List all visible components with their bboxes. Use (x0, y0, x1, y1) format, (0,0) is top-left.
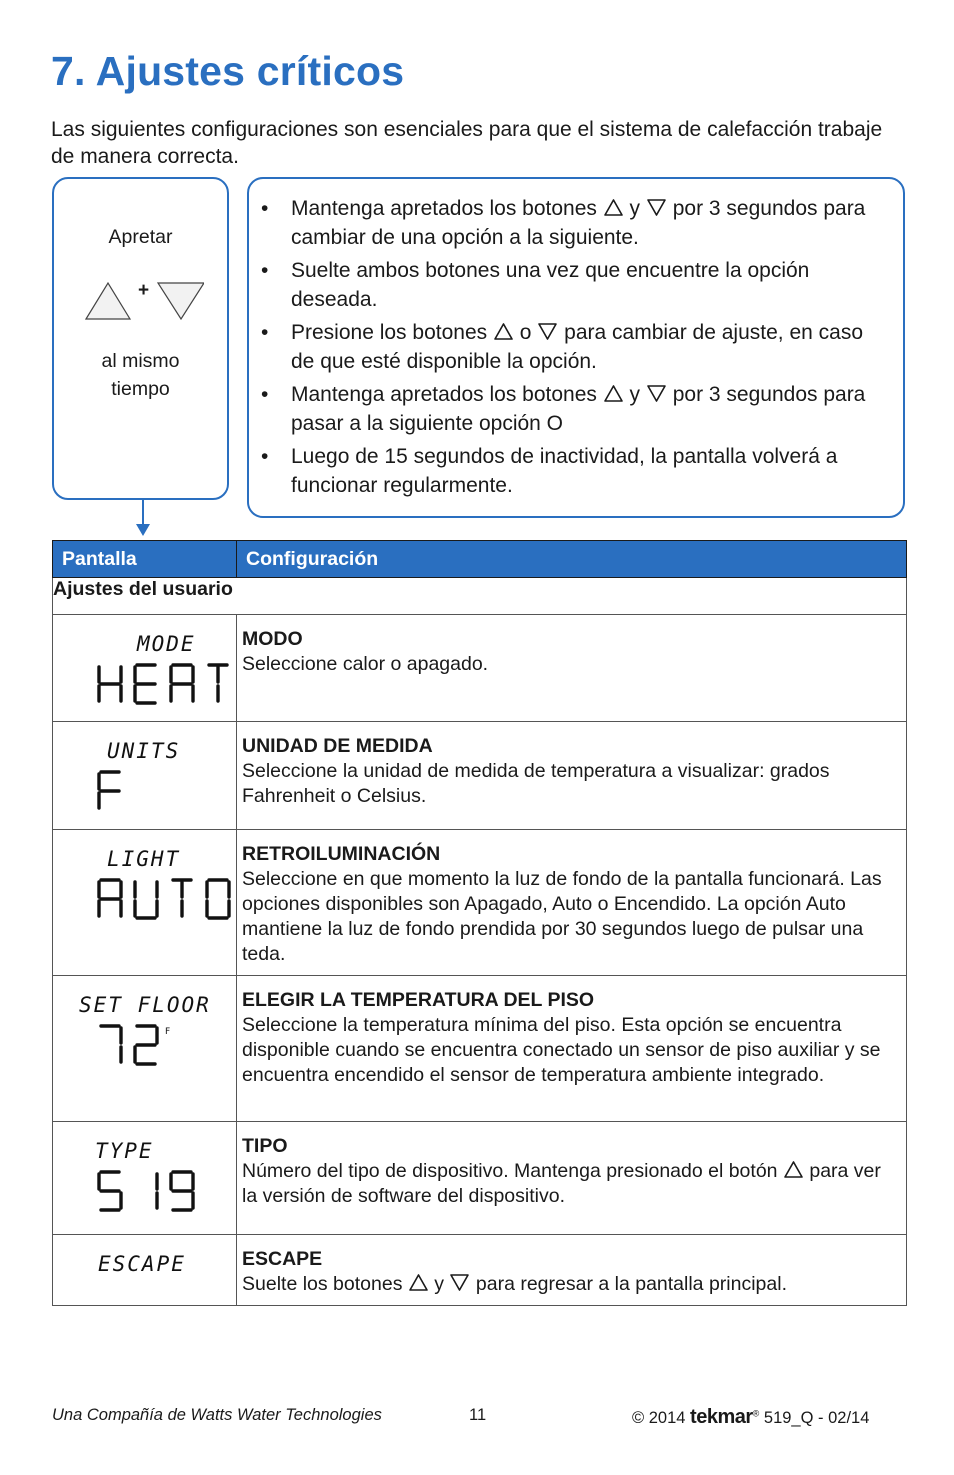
footer-copyright (632, 1406, 869, 1429)
text-fragment: para ver la versión de software del dispositivo. (242, 1160, 881, 1207)
settings-row (53, 722, 907, 830)
up-button-icon (408, 1273, 429, 1292)
lcd-small-text: LIGHT (107, 847, 181, 871)
setting-title: MODO (242, 628, 303, 650)
settings-table (52, 540, 907, 1306)
down-button-icon (537, 322, 558, 341)
setting-text (242, 1013, 901, 1088)
intro-text: Las siguientes configuraciones son esenciales para que el sistema de calefacción trabaje de manera correcta. (51, 118, 883, 168)
lcd-display-graphic (53, 830, 237, 975)
press-label-top: Apretar (108, 226, 173, 248)
lcd-display (53, 722, 237, 830)
bullet-icon: • (261, 197, 269, 220)
text-fragment: Suelte ambos botones una vez que encuentre la opción deseada. (291, 259, 810, 311)
lcd-display (53, 615, 237, 722)
lcd-display (53, 1122, 237, 1235)
text-fragment: Seleccione la unidad de medida de temperatura a visualizar: grados Fahrenheit o Celsius. (242, 760, 830, 807)
setting-title: ELEGIR LA TEMPERATURA DEL PISO (242, 989, 595, 1011)
instruction-item (261, 319, 891, 376)
press-label-line-1: al mismo (101, 350, 180, 372)
copyright-year: © 2014 (632, 1409, 686, 1427)
text-fragment: y (428, 1273, 450, 1295)
up-down-buttons-illustration (84, 279, 204, 323)
press-buttons-box (52, 177, 229, 500)
connector-line (142, 500, 144, 526)
setting-text (242, 759, 901, 809)
setting-description (237, 830, 907, 976)
text-fragment: y (623, 383, 646, 406)
setting-description (237, 976, 907, 1122)
lcd-display (53, 1235, 237, 1306)
bullet-icon: • (261, 259, 269, 282)
setting-title: RETROILUMINACIÓN (242, 843, 441, 865)
setting-title: ESCAPE (242, 1248, 323, 1270)
column-header-display: Pantalla (53, 541, 237, 578)
press-label-bottom (54, 347, 227, 403)
setting-description (237, 1235, 907, 1306)
lcd-display-graphic (53, 976, 237, 1121)
setting-title: TIPO (242, 1135, 288, 1157)
column-header-config: Configuración (237, 541, 907, 578)
settings-row (53, 976, 907, 1122)
down-arrow-icon (136, 524, 150, 536)
text-fragment: por 3 segundos para cambiar de una opción a la siguiente. (291, 197, 866, 249)
setting-description (237, 615, 907, 722)
text-fragment: para regresar a la pantalla principal. (470, 1273, 787, 1295)
settings-row (53, 1122, 907, 1235)
settings-row (53, 1235, 907, 1306)
down-button-icon (646, 384, 667, 403)
instruction-item (261, 381, 891, 438)
instruction-item (261, 257, 891, 314)
page-number: 11 (469, 1406, 487, 1424)
instructions-list (261, 195, 891, 505)
text-fragment: para cambiar de ajuste, en caso de que esté disponible la opción. (291, 321, 864, 373)
text-fragment: Seleccione la temperatura mínima del piso. Esta opción se encuentra disponible cuando se encuentra conectado un sensor de piso auxiliar y se encuentra encendido el sensor de temperatura ambiente integrado. (242, 1014, 881, 1086)
setting-text (242, 652, 901, 677)
lcd-small-text: MODE (137, 632, 196, 656)
instructions-box (247, 177, 905, 518)
lcd-unit: F (165, 1027, 171, 1037)
setting-title: UNIDAD DE MEDIDA (242, 735, 433, 757)
bullet-icon: • (261, 321, 269, 344)
text-fragment: por 3 segundos para pasar a la siguiente opción O (291, 383, 866, 435)
settings-row (53, 615, 907, 722)
down-button-icon (449, 1273, 470, 1292)
text-fragment: Suelte los botones (242, 1273, 408, 1295)
instruction-item (261, 443, 891, 500)
up-button-icon (783, 1160, 804, 1179)
setting-description (237, 722, 907, 830)
instruction-item (261, 195, 891, 252)
lcd-display-graphic (53, 1235, 237, 1304)
setting-text (242, 1272, 901, 1297)
bullet-icon: • (261, 445, 269, 468)
lcd-small-text: UNITS (107, 739, 181, 763)
down-button-icon (646, 198, 667, 217)
lcd-display-graphic (53, 615, 237, 721)
text-fragment: y (623, 197, 646, 220)
document-code: 519_Q - 02/14 (763, 1409, 870, 1427)
lcd-display-graphic (53, 722, 237, 829)
text-fragment: o (513, 321, 538, 344)
setting-text (242, 867, 901, 967)
lcd-small-text: ESCAPE (98, 1252, 186, 1276)
settings-row (53, 830, 907, 976)
text-fragment: Mantenga apretados los botones (291, 197, 603, 220)
bullet-icon: • (261, 383, 269, 406)
brand-logo: tekmar (690, 1406, 753, 1428)
lcd-display (53, 976, 237, 1122)
lcd-small-text: TYPE (95, 1139, 154, 1163)
text-fragment: Seleccione calor o apagado. (242, 653, 489, 675)
text-fragment: Luego de 15 segundos de inactividad, la pantalla volverá a funcionar regularmente. (291, 445, 838, 497)
plus-sign: + (138, 280, 150, 301)
text-fragment: Número del tipo de dispositivo. Mantenga presionado el botón (242, 1160, 783, 1182)
press-label-line-2: tiempo (111, 378, 170, 400)
group-label: Ajustes del usuario (53, 578, 907, 615)
footer-company: Una Compañía de Watts Water Technologies (52, 1406, 382, 1424)
up-button-icon (493, 322, 514, 341)
lcd-display (53, 830, 237, 976)
setting-description (237, 1122, 907, 1235)
up-button-icon (603, 198, 624, 217)
text-fragment: Presione los botones (291, 321, 493, 344)
up-button-icon (603, 384, 624, 403)
registered-mark: ® (752, 1408, 760, 1419)
lcd-display-graphic (53, 1122, 237, 1234)
setting-text (242, 1159, 901, 1209)
page-title: 7. Ajustes críticos (51, 48, 405, 94)
text-fragment: Seleccione en que momento la luz de fondo de la pantalla funcionará. Las opciones disponibles son Apagado, Auto o Encendido. La opción Auto mantiene la luz de fondo prendida por 30 segundos luego de pulsar una teda. (242, 868, 882, 965)
lcd-small-text: SET FLOOR (79, 993, 211, 1017)
text-fragment: Mantenga apretados los botones (291, 383, 603, 406)
